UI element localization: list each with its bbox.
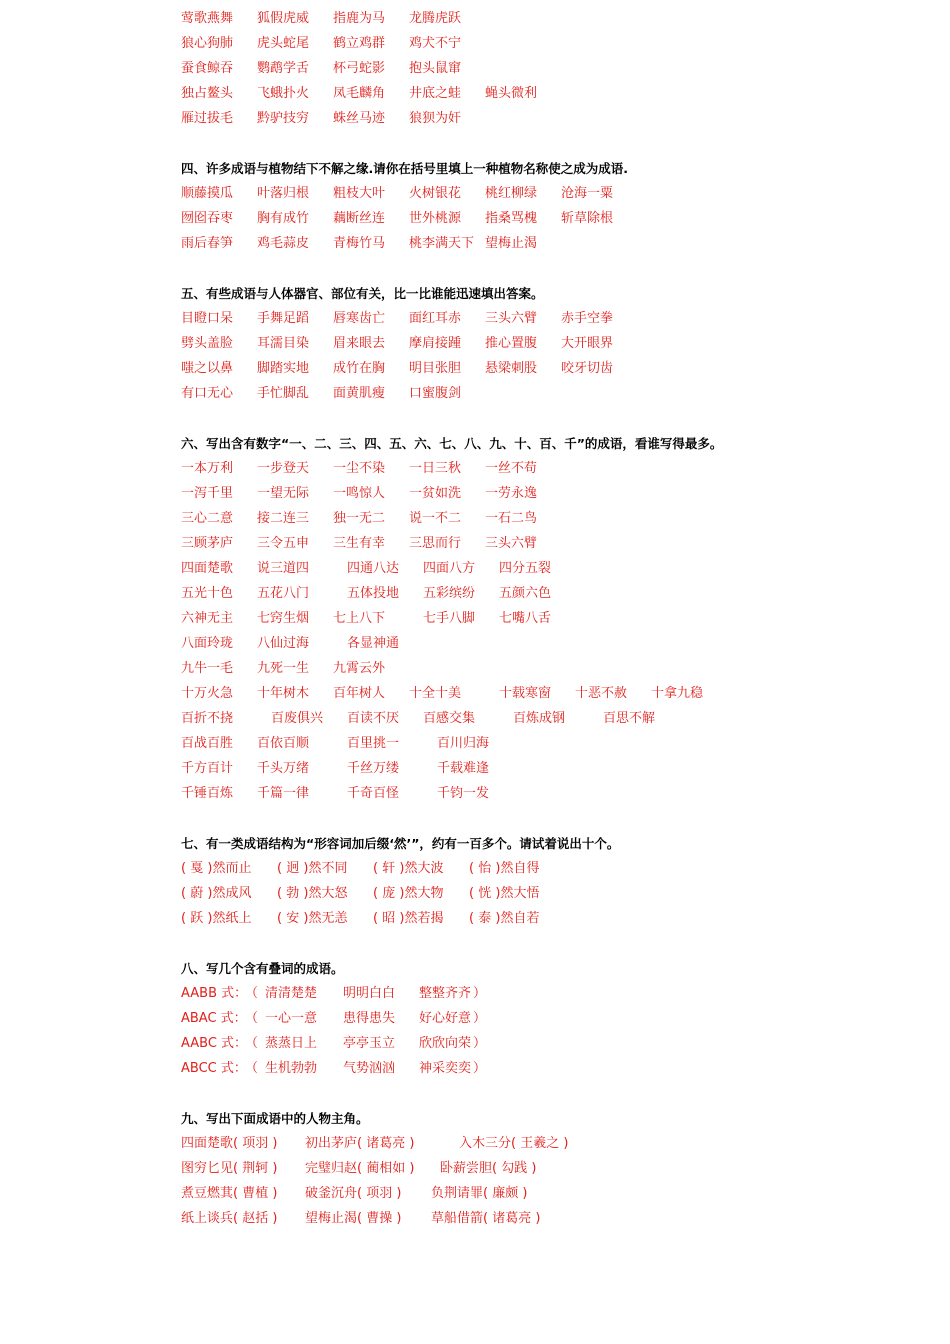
idiom: 狐假虎威 [257, 11, 310, 26]
idiom-with-person: 负荆请罪( 廉颇 ) [431, 1186, 528, 1201]
idiom: 草船借箭 [431, 1211, 484, 1226]
idiom-suffix: 然成风 [212, 886, 252, 901]
idiom: 三生有幸 [333, 536, 386, 551]
idiom: 三令五申 [257, 536, 310, 551]
idiom-row [181, 206, 881, 231]
idiom: 飞蛾扑火 [257, 86, 310, 101]
idiom: 亭亭玉立 [343, 1036, 396, 1051]
idiom: 九死一生 [257, 661, 310, 676]
idiom-suffix: 然无恙 [308, 911, 348, 926]
idiom: 十年树木 [257, 686, 310, 701]
idiom: 桃李满天下 [409, 236, 475, 251]
pattern-label: ABCC 式： [181, 1061, 247, 1076]
idiom: 五颜六色 [499, 586, 552, 601]
close-paren: ） [473, 986, 487, 1001]
idiom: 百折不挠 [181, 711, 234, 726]
idiom: 三顾茅庐 [181, 536, 234, 551]
person: 荆轲 [242, 1161, 269, 1176]
idiom-suffix: 然大怒 [308, 886, 348, 901]
section-heading: 九、写出下面成语中的人物主角。 [181, 1111, 369, 1126]
idiom: 蚕食鲸吞 [181, 61, 234, 76]
idiom: 卧薪尝胆 [440, 1161, 493, 1176]
fill-idiom: ( 恍 )然大悟 [469, 886, 540, 901]
idiom: 三思而行 [409, 536, 462, 551]
idiom: 千篇一律 [257, 786, 310, 801]
idiom: 四通八达 [347, 561, 400, 576]
idiom: 七上八下 [333, 611, 386, 626]
idiom: 图穷匕见 [181, 1161, 234, 1176]
idiom: 一本万利 [181, 461, 234, 476]
idiom: 斩草除根 [561, 211, 614, 226]
idiom: 一石二鸟 [485, 511, 538, 526]
idiom-row [181, 481, 881, 506]
fill-idiom: ( 泰 )然自若 [469, 911, 540, 926]
idiom: 世外桃源 [409, 211, 462, 226]
idiom: 狼狈为奸 [409, 111, 462, 126]
idiom: 大开眼界 [561, 336, 614, 351]
idiom: 一丝不苟 [485, 461, 538, 476]
idiom: 十万火急 [181, 686, 234, 701]
idiom-row [181, 31, 881, 56]
idiom: 百战百胜 [181, 736, 234, 751]
fill-answer: 迥 [286, 861, 300, 876]
idiom: 百依百顺 [257, 736, 310, 751]
idiom: 说三道四 [257, 561, 310, 576]
idiom: 百年树人 [333, 686, 386, 701]
idiom: 手舞足蹈 [257, 311, 310, 326]
fill-answer: 泰 [478, 911, 492, 926]
idiom: 叶落归根 [257, 186, 310, 201]
fill-idiom: ( 怡 )然自得 [469, 861, 540, 876]
idiom-row [181, 731, 881, 756]
idiom: 纸上谈兵 [181, 1211, 234, 1226]
person: 廉颇 [492, 1186, 519, 1201]
idiom-suffix: 然纸上 [212, 911, 252, 926]
idiom: 一心一意 [265, 1011, 318, 1026]
section-heading: 四、许多成语与植物结下不解之缘.请你在括号里填上一种植物名称使之成为成语. [181, 161, 628, 176]
idiom: 四分五裂 [499, 561, 552, 576]
fill-answer: 蔚 [190, 886, 204, 901]
idiom: 抱头鼠窜 [409, 61, 462, 76]
section-ran-suffix-idioms [181, 831, 881, 931]
idiom: 三头六臂 [485, 311, 538, 326]
idiom: 一望无际 [257, 486, 310, 501]
person: 项羽 [366, 1186, 393, 1201]
fill-answer: 怡 [478, 861, 492, 876]
idiom-suffix: 然大物 [404, 886, 444, 901]
idiom: 好心好意 [419, 1011, 472, 1026]
document-page [181, 6, 881, 1231]
section-body-idioms [181, 281, 881, 406]
idiom: 龙腾虎跃 [409, 11, 462, 26]
idiom-row [181, 181, 881, 206]
idiom: 气势汹汹 [343, 1061, 396, 1076]
open-paren: （ [245, 986, 259, 1001]
idiom: 青梅竹马 [333, 236, 386, 251]
idiom: 有口无心 [181, 386, 234, 401]
idiom: 摩肩接踵 [409, 336, 462, 351]
idiom-row [181, 656, 881, 681]
idiom-with-person: 纸上谈兵( 赵括 ) [181, 1211, 278, 1226]
idiom: 蒸蒸日上 [265, 1036, 318, 1051]
idiom: 百读不厌 [347, 711, 400, 726]
person: 赵括 [242, 1211, 269, 1226]
fill-idiom: ( 戛 )然而止 [181, 861, 252, 876]
idiom: 百川归海 [437, 736, 490, 751]
idiom-row [181, 881, 881, 906]
idiom: 十恶不赦 [575, 686, 628, 701]
idiom: 三头六臂 [485, 536, 538, 551]
idiom: 井底之蛙 [409, 86, 462, 101]
open-paren: （ [245, 1036, 259, 1051]
idiom: 患得患失 [343, 1011, 396, 1026]
idiom: 莺歌燕舞 [181, 11, 234, 26]
idiom: 生机勃勃 [265, 1061, 318, 1076]
fill-idiom: ( 轩 )然大波 [373, 861, 444, 876]
idiom: 千钧一发 [437, 786, 490, 801]
idiom: 八仙过海 [257, 636, 310, 651]
section-heading: 七、有一类成语结构为“形容词加后缀‘然’”，约有一百多个。请试着说出十个。 [181, 836, 620, 851]
idiom: 望梅止渴 [305, 1211, 358, 1226]
idiom-with-person: 图穷匕见( 荆轲 ) [181, 1161, 278, 1176]
idiom: 十载寒窗 [499, 686, 552, 701]
idiom: 百感交集 [423, 711, 476, 726]
fill-answer: 恍 [478, 886, 492, 901]
idiom: 一鸣惊人 [333, 486, 386, 501]
idiom: 独一无二 [333, 511, 386, 526]
fill-idiom: ( 蔚 )然成风 [181, 886, 252, 901]
idiom-with-person: 四面楚歌( 项羽 ) [181, 1136, 278, 1151]
idiom: 指鹿为马 [333, 11, 386, 26]
idiom: 雁过拔毛 [181, 111, 234, 126]
idiom: 煮豆燃萁 [181, 1186, 234, 1201]
idiom-with-person: 草船借箭( 诸葛亮 ) [431, 1211, 541, 1226]
section-heading: 五、有些成语与人体器官、部位有关，比一比谁能迅速填出答案。 [181, 286, 544, 301]
idiom-row [181, 6, 881, 31]
idiom: 接二连三 [257, 511, 310, 526]
pattern-label: AABC 式： [181, 1036, 248, 1051]
idiom: 四面八方 [423, 561, 476, 576]
idiom: 杯弓蛇影 [333, 61, 386, 76]
idiom-with-person: 卧薪尝胆( 勾践 ) [440, 1161, 537, 1176]
idiom: 三心二意 [181, 511, 234, 526]
section-reduplication-idioms [181, 956, 881, 1081]
idiom-with-person: 望梅止渴( 曹操 ) [305, 1211, 402, 1226]
idiom: 独占鳌头 [181, 86, 234, 101]
idiom-row [181, 331, 881, 356]
idiom: 胸有成竹 [257, 211, 310, 226]
idiom-with-person: 完璧归赵( 蔺相如 ) [305, 1161, 415, 1176]
idiom: 五彩缤纷 [423, 586, 476, 601]
idiom: 百废俱兴 [271, 711, 324, 726]
idiom: 咬牙切齿 [561, 361, 614, 376]
idiom: 九牛一毛 [181, 661, 234, 676]
section-plant-idioms [181, 156, 881, 256]
close-paren: ） [473, 1036, 487, 1051]
idiom: 入木三分 [459, 1136, 512, 1151]
fill-answer: 昭 [382, 911, 396, 926]
idiom-suffix: 然若揭 [404, 911, 444, 926]
pattern-row [181, 1031, 881, 1056]
idiom: 初出茅庐 [305, 1136, 358, 1151]
idiom: 七手八脚 [423, 611, 476, 626]
idiom-row [181, 681, 881, 706]
fill-idiom: ( 庞 )然大物 [373, 886, 444, 901]
idiom-row [181, 1131, 881, 1156]
idiom-row [181, 1181, 881, 1206]
idiom-row [181, 781, 881, 806]
idiom-row [181, 631, 881, 656]
idiom-suffix: 然大悟 [500, 886, 540, 901]
open-paren: （ [245, 1011, 259, 1026]
idiom: 一尘不染 [333, 461, 386, 476]
fill-idiom: ( 昭 )然若揭 [373, 911, 444, 926]
pattern-row [181, 1056, 881, 1081]
idiom: 凤毛麟角 [333, 86, 386, 101]
pattern-row [181, 1006, 881, 1031]
fill-idiom: ( 安 )然无恙 [277, 911, 348, 926]
idiom: 指桑骂槐 [485, 211, 538, 226]
fill-answer: 勃 [286, 886, 300, 901]
section-protagonist-idioms [181, 1106, 881, 1231]
pattern-row [181, 981, 881, 1006]
person: 王羲之 [520, 1136, 560, 1151]
person: 诸葛亮 [366, 1136, 406, 1151]
idiom-suffix: 然而止 [212, 861, 252, 876]
idiom: 劈头盖脸 [181, 336, 234, 351]
idiom: 千载难逢 [437, 761, 490, 776]
idiom-row [181, 531, 881, 556]
section-heading: 六、写出含有数字“一、二、三、四、五、六、七、八、九、十、百、千”的成语，看谁写得最多。 [181, 436, 723, 451]
idiom: 蛛丝马迹 [333, 111, 386, 126]
idiom: 清清楚楚 [265, 986, 318, 1001]
idiom-row [181, 231, 881, 256]
idiom-with-person: 破釜沉舟( 项羽 ) [305, 1186, 402, 1201]
idiom: 蝇头微利 [485, 86, 538, 101]
idiom: 九霄云外 [333, 661, 386, 676]
person: 勾践 [501, 1161, 528, 1176]
idiom-row [181, 306, 881, 331]
idiom-row [181, 856, 881, 881]
idiom: 完璧归赵 [305, 1161, 358, 1176]
idiom: 火树银花 [409, 186, 462, 201]
idiom: 百思不解 [603, 711, 656, 726]
idiom: 脚踏实地 [257, 361, 310, 376]
idiom: 虎头蛇尾 [257, 36, 310, 51]
idiom: 明明白白 [343, 986, 396, 1001]
idiom-with-person: 初出茅庐( 诸葛亮 ) [305, 1136, 415, 1151]
section-heading: 八、写几个含有叠词的成语。 [181, 961, 344, 976]
idiom: 五光十色 [181, 586, 234, 601]
idiom-row [181, 456, 881, 481]
idiom-row [181, 506, 881, 531]
idiom: 一步登天 [257, 461, 310, 476]
idiom-suffix: 然自得 [500, 861, 540, 876]
fill-answer: 庞 [382, 886, 396, 901]
idiom: 囫囵吞枣 [181, 211, 234, 226]
idiom: 推心置腹 [485, 336, 538, 351]
idiom: 唇寒齿亡 [333, 311, 386, 326]
idiom: 嗤之以鼻 [181, 361, 234, 376]
idiom: 鸡犬不宁 [409, 36, 462, 51]
idiom: 八面玲珑 [181, 636, 234, 651]
idiom-suffix: 然大波 [404, 861, 444, 876]
idiom-suffix: 然自若 [500, 911, 540, 926]
idiom: 面红耳赤 [409, 311, 462, 326]
idiom: 藕断丝连 [333, 211, 386, 226]
idiom: 五体投地 [347, 586, 400, 601]
idiom: 六神无主 [181, 611, 234, 626]
person: 曹植 [242, 1186, 269, 1201]
idiom: 负荆请罪 [431, 1186, 484, 1201]
idiom-row [181, 81, 881, 106]
idiom: 五花八门 [257, 586, 310, 601]
idiom-row [181, 56, 881, 81]
idiom: 七嘴八舌 [499, 611, 552, 626]
idiom: 沧海一粟 [561, 186, 614, 201]
idiom-suffix: 然不同 [308, 861, 348, 876]
idiom: 鸡毛蒜皮 [257, 236, 310, 251]
idiom: 狼心狗肺 [181, 36, 234, 51]
idiom: 悬梁刺股 [485, 361, 538, 376]
section-number-idioms [181, 431, 881, 806]
idiom: 粗枝大叶 [333, 186, 386, 201]
idiom: 目瞪口呆 [181, 311, 234, 326]
fill-idiom: ( 跃 )然纸上 [181, 911, 252, 926]
idiom-row [181, 556, 881, 581]
idiom: 神采奕奕 [419, 1061, 472, 1076]
idiom: 四面楚歌 [181, 561, 234, 576]
person: 曹操 [366, 1211, 393, 1226]
idiom: 鹦鹉学舌 [257, 61, 310, 76]
idiom: 百炼成钢 [513, 711, 566, 726]
idiom: 成竹在胸 [333, 361, 386, 376]
idiom-with-person: 入木三分( 王羲之 ) [459, 1136, 569, 1151]
idiom: 手忙脚乱 [257, 386, 310, 401]
idiom: 一泻千里 [181, 486, 234, 501]
idiom: 整整齐齐 [419, 986, 472, 1001]
idiom: 桃红柳绿 [485, 186, 538, 201]
idiom: 说一不二 [409, 511, 462, 526]
idiom: 眉来眼去 [333, 336, 386, 351]
person: 蔺相如 [366, 1161, 406, 1176]
idiom: 面黄肌瘦 [333, 386, 386, 401]
section-animal-idioms [181, 6, 881, 131]
idiom: 各显神通 [347, 636, 400, 651]
idiom: 千方百计 [181, 761, 234, 776]
idiom: 一贫如洗 [409, 486, 462, 501]
idiom-row [181, 381, 881, 406]
idiom: 一劳永逸 [485, 486, 538, 501]
idiom: 黔驴技穷 [257, 111, 310, 126]
fill-idiom: ( 勃 )然大怒 [277, 886, 348, 901]
idiom: 千头万绪 [257, 761, 310, 776]
fill-answer: 轩 [382, 861, 396, 876]
idiom: 明目张胆 [409, 361, 462, 376]
idiom-row [181, 581, 881, 606]
fill-answer: 戛 [190, 861, 204, 876]
idiom: 七窍生烟 [257, 611, 310, 626]
idiom-row [181, 756, 881, 781]
person: 诸葛亮 [492, 1211, 532, 1226]
idiom-row [181, 606, 881, 631]
idiom-row [181, 1156, 881, 1181]
idiom: 破釜沉舟 [305, 1186, 358, 1201]
pattern-label: ABAC 式： [181, 1011, 247, 1026]
fill-idiom: ( 迥 )然不同 [277, 861, 348, 876]
idiom-row [181, 906, 881, 931]
fill-answer: 安 [286, 911, 300, 926]
idiom-row [181, 1206, 881, 1231]
idiom: 雨后春笋 [181, 236, 234, 251]
idiom-row [181, 356, 881, 381]
idiom: 千奇百怪 [347, 786, 400, 801]
idiom-row [181, 106, 881, 131]
idiom: 口蜜腹剑 [409, 386, 462, 401]
idiom: 一日三秋 [409, 461, 462, 476]
pattern-label: AABB 式： [181, 986, 248, 1001]
idiom: 耳濡目染 [257, 336, 310, 351]
idiom: 欣欣向荣 [419, 1036, 472, 1051]
idiom-row [181, 706, 881, 731]
idiom-with-person: 煮豆燃萁( 曹植 ) [181, 1186, 278, 1201]
open-paren: （ [245, 1061, 259, 1076]
idiom: 千丝万缕 [347, 761, 400, 776]
close-paren: ） [473, 1011, 487, 1026]
idiom: 十全十美 [409, 686, 462, 701]
idiom: 望梅止渴 [485, 236, 538, 251]
close-paren: ） [473, 1061, 487, 1076]
person: 项羽 [242, 1136, 269, 1151]
fill-answer: 跃 [190, 911, 204, 926]
idiom: 千锤百炼 [181, 786, 234, 801]
idiom: 赤手空拳 [561, 311, 614, 326]
idiom: 鹤立鸡群 [333, 36, 386, 51]
idiom: 十拿九稳 [651, 686, 704, 701]
idiom: 百里挑一 [347, 736, 400, 751]
idiom: 顺藤摸瓜 [181, 186, 234, 201]
idiom: 四面楚歌 [181, 1136, 234, 1151]
